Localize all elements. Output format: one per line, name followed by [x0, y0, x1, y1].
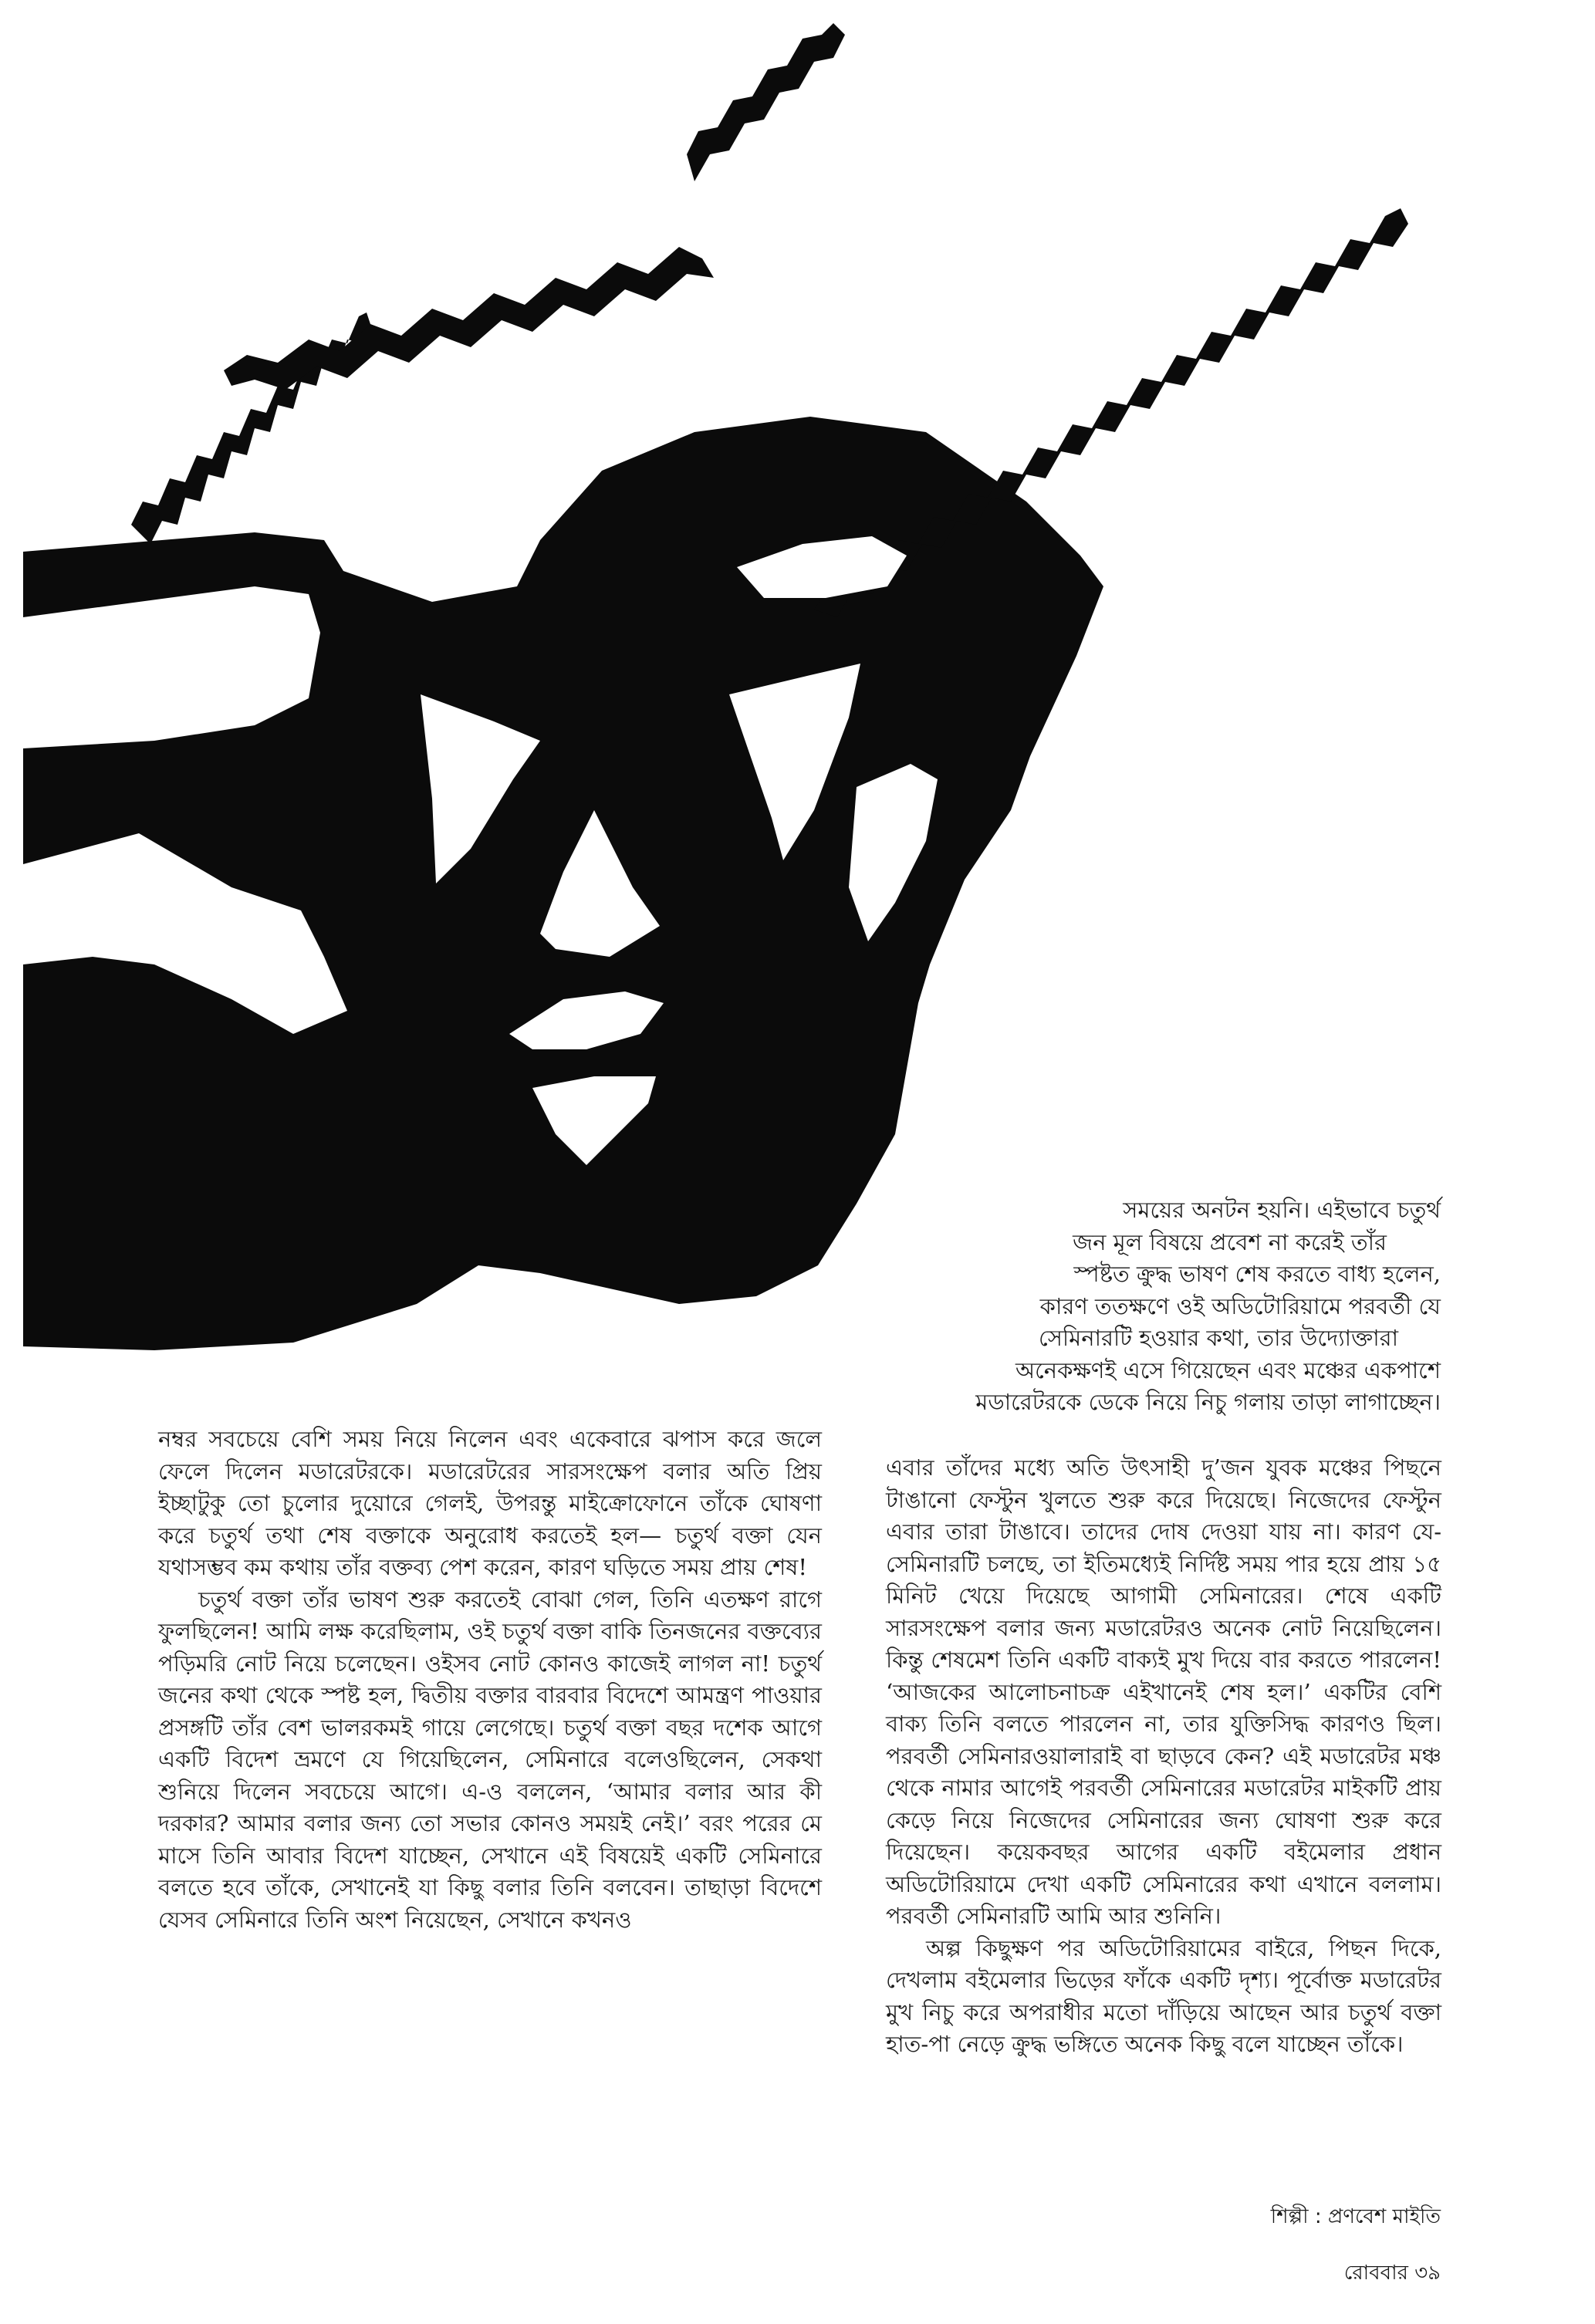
intro-line: কারণ ততক্ষণে ওই অডিটোরিয়ামে পরবর্তী যে	[1039, 1293, 1441, 1319]
paragraph: নম্বর সবচেয়ে বেশি সময় নিয়ে নিলেন এবং একেবারে ঝপাস করে জলে ফেলে দিলেন মডারেটরকে। মডারেটরের সারসংক্ষেপ বলার অতি প্রিয় ইচ্ছাটুকু তো চুলোর দুয়োরে গেলই, উপরন্তু মাইক্রোফোনে তাঁকে ঘোষণা করে চতুর্থ তথা শেষ বক্তাকে অনুরোধ করতেই হল— চতুর্থ বক্তা যেন যথাসম্ভব কম কথায় তাঁর বক্তব্য পেশ করেন, কারণ ঘড়িতে সময় প্রায় শেষ!	[158, 1426, 822, 1580]
article-column-right	[886, 1452, 1441, 2061]
intro-line: অনেকক্ষণই এসে গিয়েছেন এবং মঞ্চের একপাশে	[1015, 1357, 1441, 1383]
page-folio: রোববার ৩৯	[1343, 2262, 1441, 2285]
intro-line: জন মূল বিষয়ে প্রবেশ না করেই তাঁর	[1073, 1229, 1387, 1255]
intro-line: সময়ের অনটন হয়নি। এইভাবে চতুর্থ	[1123, 1197, 1441, 1223]
intro-line: সেমিনারটি হওয়ার কথা, তার উদ্যোক্তারা	[1038, 1325, 1398, 1351]
zigzag-middle	[224, 247, 714, 390]
zigzag-left	[131, 312, 370, 544]
intro-line: স্পষ্টত ক্রুদ্ধ ভাষণ শেষ করতে বাধ্য হলেন,	[1073, 1261, 1441, 1287]
paragraph: চতুর্থ বক্তা তাঁর ভাষণ শুরু করতেই বোঝা গেল, তিনি এতক্ষণ রাগে ফুলছিলেন! আমি লক্ষ করেছিলাম, ওই চতুর্থ বক্তা বাকি তিনজনের বক্তব্যের পড়িমরি নোট নিয়ে চলেছেন। ওইসব নোট কোনও কাজেই লাগল না! চতুর্থ জনের কথা থেকে স্পষ্ট হল, দ্বিতীয় বক্তার বারবার বিদেশে আমন্ত্রণ পাওয়ার প্রসঙ্গটি তাঁর বেশ ভালরকমই গায়ে লেগেছে। চতুর্থ বক্তা বছর দশেক আগে একটি বিদেশ ভ্রমণে যে গিয়েছিলেন, সেমিনারে বলেওছিলেন, সেকথা শুনিয়ে দিলেন সবচেয়ে আগে। এ-ও বললেন, ‘আমার বলার আর কী দরকার? আমার বলার জন্য তো সভার কোনও সময়ই নেই।’ বরং পরের মে মাসে তিনি আবার বিদেশ যাচ্ছেন, সেখানে এই বিষয়েই একটি সেমিনারে বলতে হবে তাঁকে, সেখানেই যা কিছু বলার তিনি বলবেন। তাছাড়া বিদেশে যেসব সেমিনারে তিনি অংশ নিয়েছেন, সেখানে কখনও	[158, 1586, 822, 1933]
article-column-left	[158, 1424, 822, 1936]
artist-credit: শিল্পী : প্রণবেশ মাইতি	[1270, 2205, 1441, 2228]
intro-line: মডারেটরকে ডেকে নিয়ে নিচু গলায় তাড়া লাগাচ্ছেন।	[975, 1389, 1441, 1415]
paragraph: অল্প কিছুক্ষণ পর অডিটোরিয়ামের বাইরে, পিছন দিকে, দেখলাম বইমেলার ভিড়ের ফাঁকে একটি দৃশ্য। পূর্বোক্ত মডারেটর মুখ নিচু করে অপরাধীর মতো দাঁড়িয়ে আছেন আর চতুর্থ বক্তা হাত-পা নেড়ে ক্রুদ্ধ ভঙ্গিতে অনেক কিছু বলে যাচ্ছেন তাঁকে।	[886, 1934, 1441, 2057]
zigzag-top	[687, 23, 845, 181]
paragraph: এবার তাঁদের মধ্যে অতি উৎসাহী দু’জন যুবক মঞ্চের পিছনে টাঙানো ফেস্টুন খুলতে শুরু করে দিয়েছে। নিজেদের ফেস্টুন এবার তারা টাঙাবে। তাদের দোষ দেওয়া যায় না। কারণ যে-সেমিনারটি চলছে, তা ইতিমধ্যেই নির্দিষ্ট সময় পার হয়ে প্রায় ১৫ মিনিট খেয়ে দিয়েছে আগামী সেমিনারের। শেষে একটি সারসংক্ষেপ বলার জন্য মডারেটরও অনেক নোট নিয়েছিলেন। কিন্তু শেষমেশ তিনি একটি বাক্যই মুখ দিয়ে বার করতে পারলেন! ‘আজকের আলোচনাচক্র এইখানেই শেষ হল।’ একটির বেশি বাক্য তিনি বলতে পারলেন না, তার যুক্তিসিদ্ধ কারণও ছিল। পরবর্তী সেমিনারওয়ালারাই বা ছাড়বে কেন? এই মডারেটর মঞ্চ থেকে নামার আগেই পরবর্তী সেমিনারের মডারেটর মাইকটি প্রায় কেড়ে নিয়ে নিজেদের সেমিনারের জন্য ঘোষণা শুরু করে দিয়েছেন। কয়েকবছর আগের একটি বইমেলার প্রধান অডিটোরিয়ামে দেখা একটি সেমিনারের কথা এখানে বললাম। পরবর্তী সেমিনারটি আমি আর শুনিনি।	[886, 1454, 1441, 1929]
